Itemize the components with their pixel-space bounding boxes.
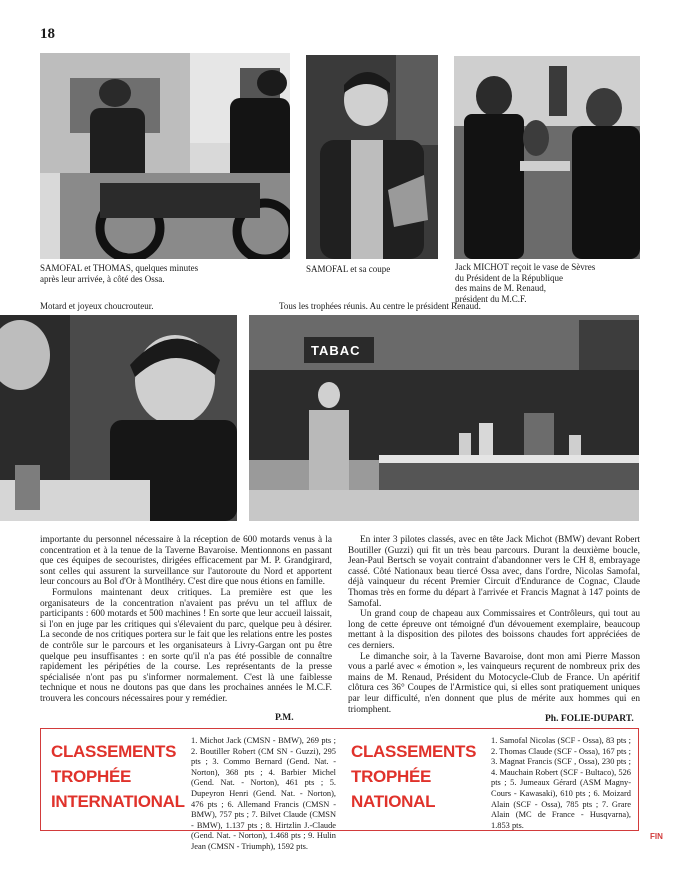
right-signature: Ph. FOLIE-DUPART. <box>545 714 634 724</box>
classements-international-list: 1. Michot Jack (CMSN - BMW), 269 pts ; 2. Boutiller Robert (CM SN - Guzzi), 295 pts ; 3. Commo Bernard (Gend. Nat. - Norton), 368 pts ; 4. Barbier Michel (Gend. Nat. - Norton), 461 pts ; 5. Dupeyron Henri (Gend. Nat. - Norton), 476 pts ; 6. Allemand Francis (CMSN - BMW), 757 pts ; 7. Bilvet Claude (CMSN - BMW), 1.137 pts ; 8. Hirtzlin J.-Claude (Gend. Nat. - Norton), 1.468 pts ; 9. Hulin Jean (CMSN - Triumph), 1592 pts. <box>191 736 336 851</box>
photo-rider-with-cup <box>306 55 438 259</box>
caption-photo-2: SAMOFAL et sa coupe <box>306 264 391 274</box>
photo-michot-receives-vase <box>454 56 640 259</box>
classements-international-title: CLASSEMENTS TROPHÉE INTERNATIONAL <box>51 742 185 811</box>
photo-motard-choucrouteur <box>0 315 237 521</box>
caption-photo-1: SAMOFAL et THOMAS, quelques minutes après leur arrivée, à côté des Ossa. <box>40 263 199 284</box>
end-mark: FIN <box>650 832 663 841</box>
classements-national-title: CLASSEMENTS TROPHÉE NATIONAL <box>351 742 477 811</box>
article-left-column <box>40 535 332 705</box>
photo-riders-on-motorcycles <box>40 53 290 259</box>
article-paragraph: Le dimanche soir, à la Taverne Bavaroise, dont mon ami Pierre Masson vous a parlé avec « émotion », les vainqueurs reçurent de nombreux prix des mains de M. Renaud, Président du Motocycle-Club de France. Un apéritif clôtura ces 36° Coupes de l'Armistice qui, si elles sont pratiquement uniques par leur difficulté, n'en donnent que plus de mérite aux hommes qui en triomphent. <box>348 651 640 715</box>
article-paragraph: Un grand coup de chapeau aux Commissaires et Contrôleurs, qui tout au long de cette épreuve ont témoigné d'un dévouement exemplaire, beaucoup mettant à la disposition des pilotes des boissons chaudes fort appréciées de ces derniers. <box>348 609 640 651</box>
article-paragraph: importante du personnel nécessaire à la réception de 600 motards venus à la concentration et à la tenue de la Taverne Bavaroise. Mentionnons en passant que ces équipes de secouristes, dirigées efficacement par M. P. Grandgirard, sont celles qui assurent la surveillance sur l'autoroute du Nord et apportent leur concours au Bol d'Or à Montlhéry. C'est dire que nous étions en famille. <box>40 535 332 588</box>
article-right-column <box>348 535 640 715</box>
caption-photo-3: Jack MICHOT reçoit le vase de Sèvres du Président de la République des mains de M. Renaud, président du M.C.F. <box>455 262 596 304</box>
tabac-sign: TABAC <box>311 343 361 358</box>
caption-photo-4: Motard et joyeux choucrouteur. <box>40 301 154 311</box>
caption-photo-5: Tous les trophées réunis. Au centre le président Renaud. <box>279 301 481 311</box>
classements-box <box>40 728 639 851</box>
left-signature: P.M. <box>275 713 294 723</box>
photo-trophies-table <box>249 315 639 521</box>
classements-national-list: 1. Samofal Nicolas (SCF - Ossa), 83 pts ; 2. Thomas Claude (SCF - Ossa), 167 pts ; 3. Magnat Francis (SCF , Ossa), 230 pts ; 4. Mauchain Robert (SCF - Bultaco), 526 pts ; 5. Jumeaux Gérard (ASM Magny-Cours - Kawasaki), 610 pts ; 6. Moizard Alain (SCF - Ossa), 785 pts ; 7. Grare Alain (MC de France - Husqvarna), 1.853 pts. <box>491 736 631 830</box>
article-paragraph: Formulons maintenant deux critiques. La première est que les organisateurs de la concentration n'avaient pas prévu un tel afflux de participants : 600 motards et 500 machines ! En sorte que leur accueil laissait, si l'on en juge par les critiques qui s'élevaient du parc, quelque peu à désirer. La seconde de nos critiques portera sur le fait que les relations entre les postes de contrôle sur le parcours et les organisateurs à Livry-Gargan ont pu être quelque peu insuffisantes : en sorte qu'il n'a pas été possible de connaître rapidement les péripéties de la course. Les représentants de la presse spécialisée n'ont pas pu s'informer normalement. C'est là une faiblesse technique et nous ne doutons pas que dans les prochaines années le M.C.F. trouvera les concours nécessaires pour y remédier. <box>40 587 332 704</box>
page-number: 18 <box>40 26 55 42</box>
article-paragraph: En inter 3 pilotes classés, avec en tête Jack Michot (BMW) devant Robert Boutiller (Guzzi) qui fit un très beau parcours. Durant la deuxième boucle, Jean-Paul Bertsch se voyait contraint d'abandonner vers le CH 8, embrayage cassé. Côté Nationaux beau tiercé Ossa avec, dans l'ordre, Nicolas Samofal, déjà vainqueur du récent Premier Circuit d'Endurance de Cognac, Claude Thomas très en forme du départ à l'arrivée et Francis Magnat à 147 points de Samofal. <box>348 535 640 609</box>
